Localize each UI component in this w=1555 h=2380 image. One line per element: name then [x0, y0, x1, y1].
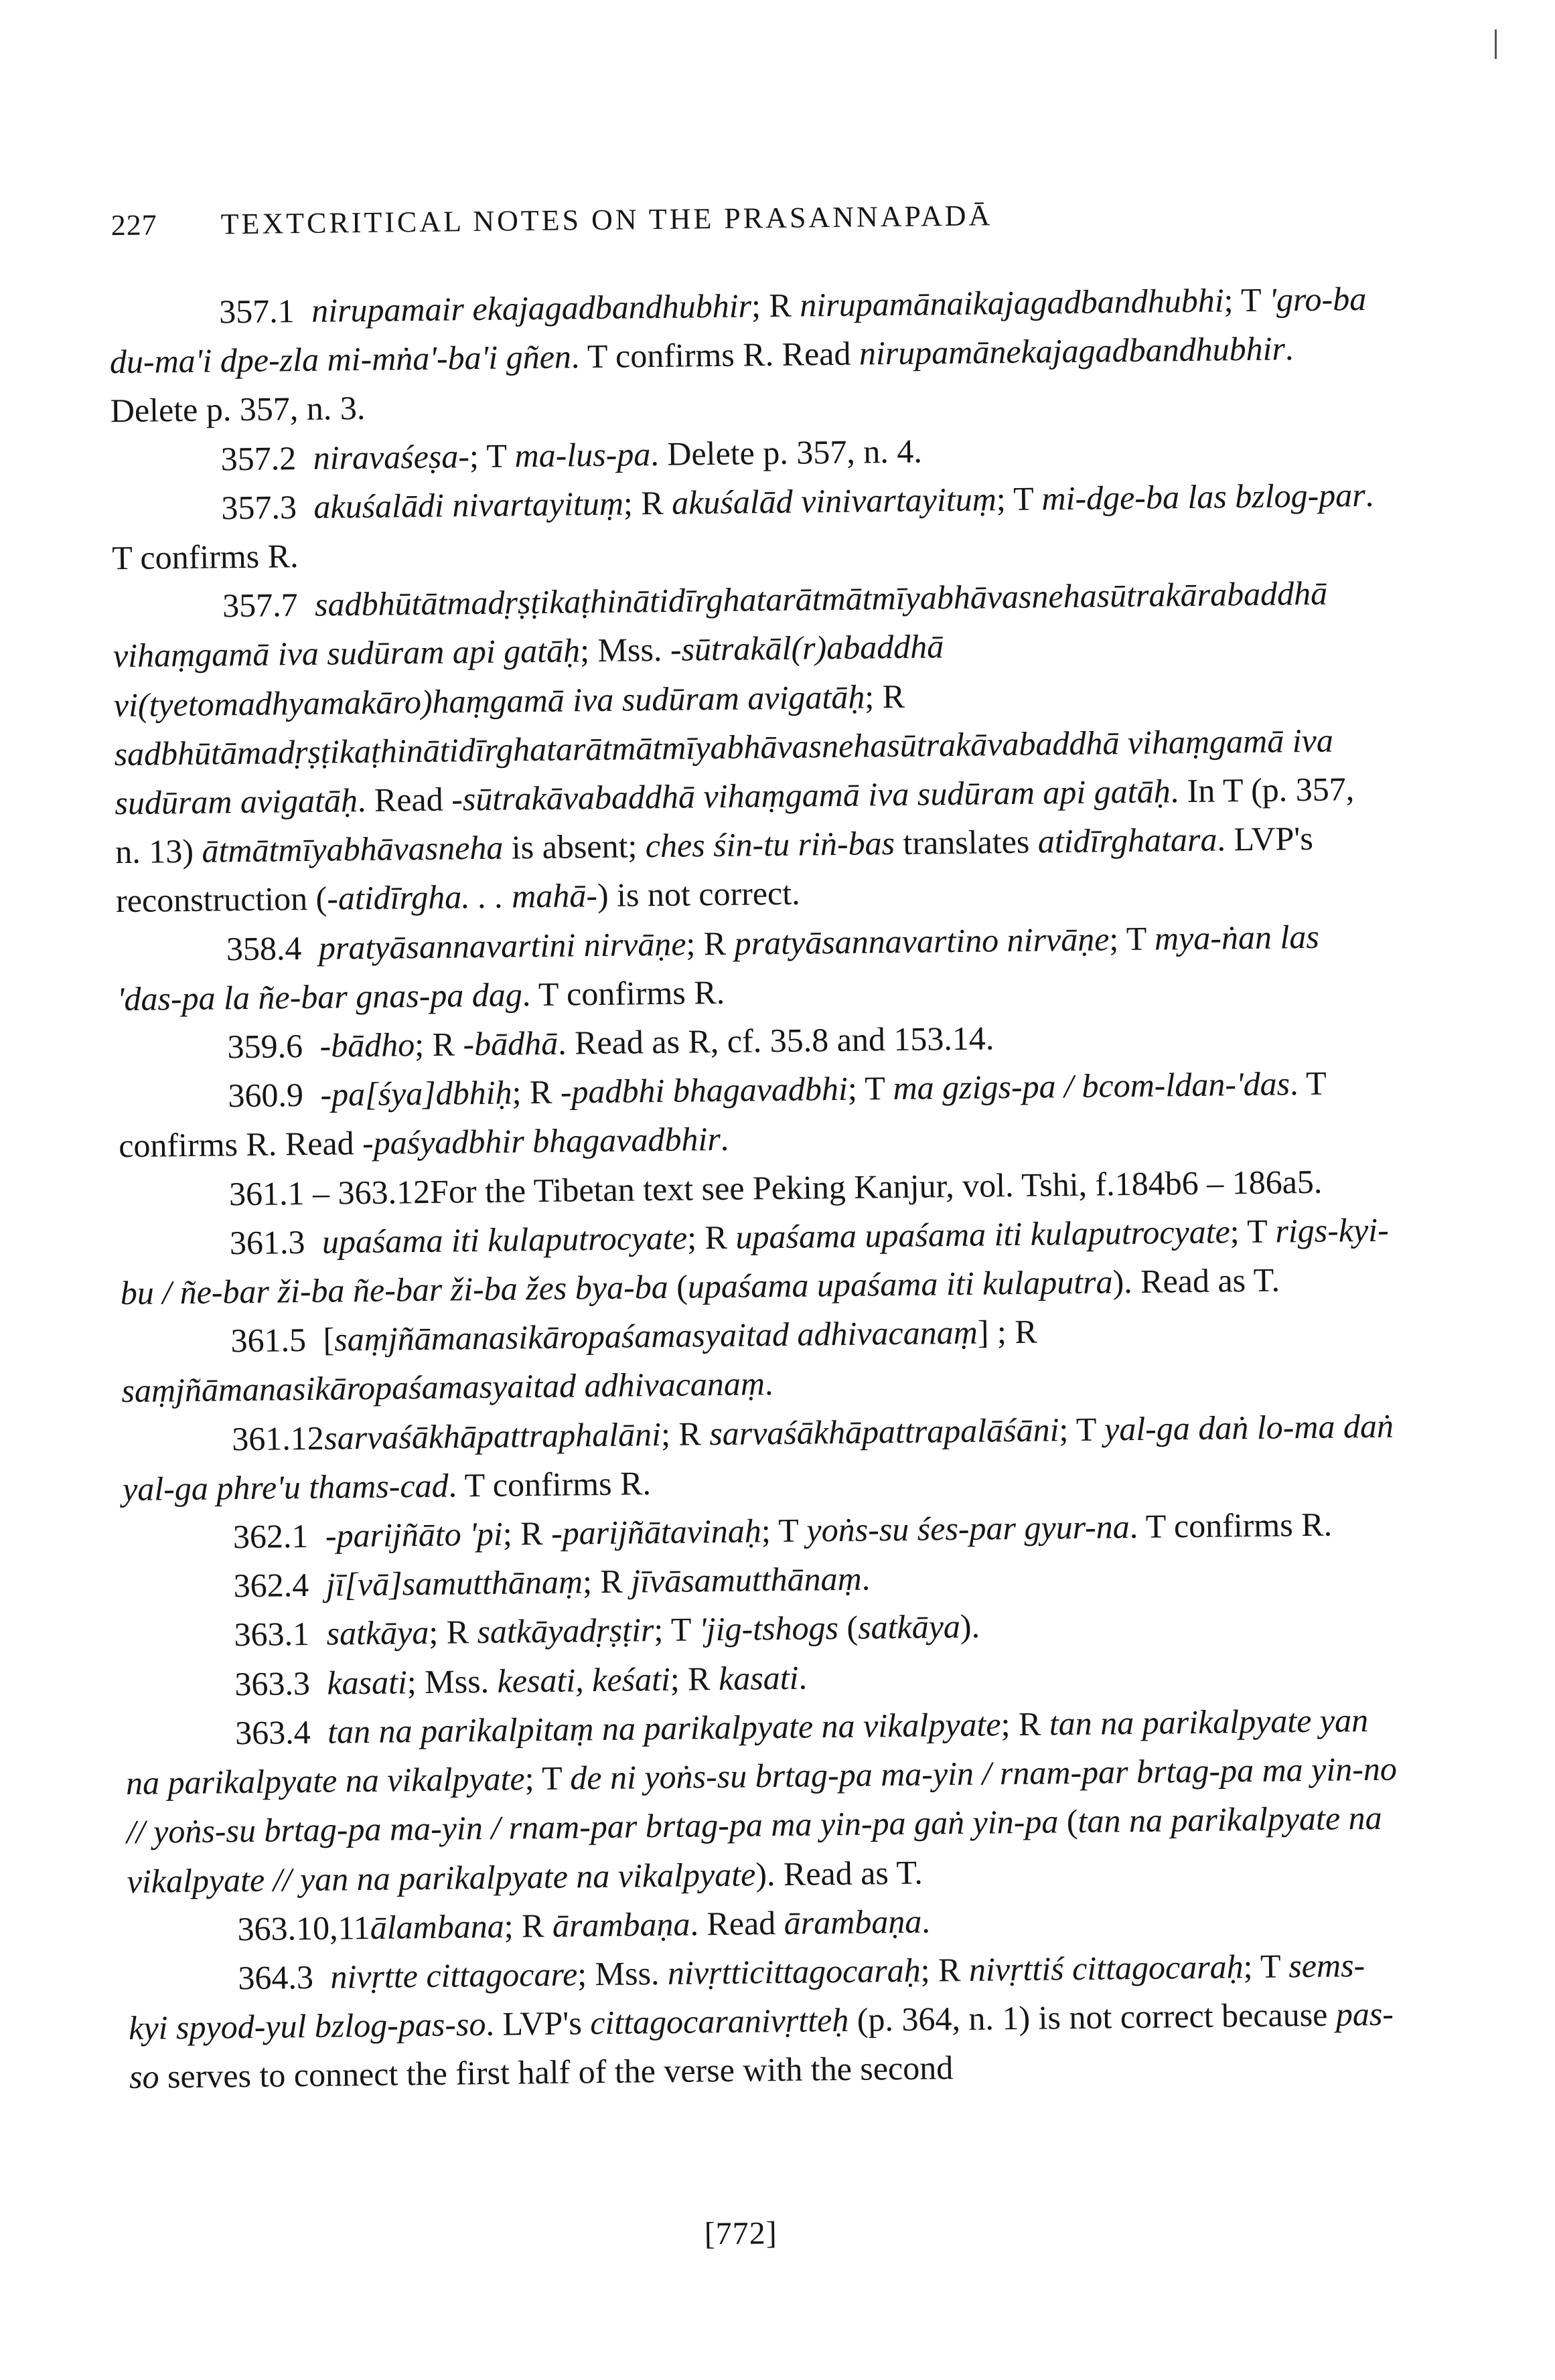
reading-italic: ārambaṇa [552, 1905, 690, 1944]
reading-italic: ches śin-tu riṅ-bas [645, 824, 895, 865]
reading-italic: tan na parikalpyate na vikalpyate // yan na parikalpyate na vikalpyate [127, 1799, 1382, 1900]
note-text: ; R [582, 1562, 632, 1601]
note-text: . T confirms R. Read [571, 334, 860, 376]
reading-italic: ārambaṇa [784, 1902, 922, 1941]
note-text: . [921, 1902, 931, 1940]
reading-italic: jīvāsamutthānaṃ [630, 1559, 863, 1600]
note-text: ( [668, 1267, 688, 1305]
note-reference: 361.5 [230, 1321, 307, 1360]
note-text: ) is not correct. [597, 874, 800, 915]
reading-italic: saṃjñāmanasikāropaśamasyaitad adhivacanaṃ [334, 1313, 978, 1358]
reading-italic: satkāya [857, 1607, 961, 1647]
note-entry [109, 274, 1383, 436]
running-header [110, 198, 992, 242]
note-entry [128, 1940, 1402, 2101]
note-text: ; T [847, 1069, 893, 1108]
note-entry [117, 911, 1390, 1024]
reading-italic: cittagocaranivṛtteḥ [589, 2000, 849, 2042]
reading-italic: kesati, keśati [497, 1660, 671, 1700]
reading-italic: sarvaśākhāpattrapalāśāni [709, 1410, 1059, 1452]
reading-italic: sarvaśākhāpattraphalāni [323, 1415, 662, 1457]
note-text: . Read as R, cf. 35.8 and 153.14. [557, 1019, 994, 1062]
reading-italic: upaśama iti kulaputrocyate [321, 1218, 688, 1261]
reading-italic: -parijñātavinaḥ [550, 1512, 762, 1552]
note-reference: 363.1 [234, 1615, 310, 1654]
note-text: . [861, 1559, 871, 1597]
reading-italic: yal-ga daṅ lo-ma daṅ yal-ga phre'u thams-cad [122, 1407, 1394, 1508]
reading-italic: pratyāsannavartino nirvāṇe [734, 919, 1110, 962]
note-text: ; R [512, 1073, 561, 1111]
reading-italic: yoṅs-su śes-par gyur-na [806, 1508, 1130, 1549]
note-reference: 359.6 [227, 1027, 303, 1066]
note-entry [121, 1303, 1394, 1416]
note-text: (p. 364, n. 1) is not correct because [848, 1995, 1337, 2039]
page-number: 227 [110, 208, 157, 242]
reading-italic: kasati [718, 1658, 799, 1697]
note-text: ; T [654, 1610, 700, 1649]
note-text: . Delete p. 357, n. 4. [650, 432, 923, 473]
reading-italic: atidīrghatara [1037, 820, 1217, 860]
note-text: . LVP's [486, 2004, 591, 2043]
note-text: translates [894, 822, 1039, 862]
note-text: ; R [686, 1218, 736, 1257]
reading-italic: nirupamair ekajagadbandhubhir [311, 287, 752, 329]
note-text: ; R [920, 1950, 970, 1989]
note-reference: 363.10,11 [237, 1908, 371, 1948]
note-text: ; R [864, 677, 905, 716]
note-reference: 357.3 [221, 487, 297, 527]
note-text: . Read [690, 1903, 785, 1943]
running-title: TEXTCRITICAL NOTES ON THE PRASANNAPADĀ [220, 199, 993, 241]
note-text: . LVP's reconstruction ( [115, 819, 1314, 920]
note-text: ; R [623, 483, 672, 522]
reading-italic: ātmātmīyabhāvasneha [202, 828, 504, 870]
reading-italic: nirupamānaikajagadbandhubhi [799, 281, 1224, 324]
note-text: ; T [1224, 281, 1270, 319]
note-text: ( [1058, 1802, 1078, 1840]
reading-italic: -atidīrgha. . . mahā- [326, 876, 598, 918]
note-entry [120, 1205, 1394, 1318]
reading-italic: upaśama upaśama iti kulaputrocyate [735, 1212, 1231, 1256]
note-text: . Delete p. 357, n. 3. [110, 329, 1294, 430]
note-reference: 363.4 [234, 1713, 311, 1752]
reading-italic: upaśama upaśama iti kulaputra [687, 1263, 1113, 1305]
reading-italic: pratyāsannavartini nirvāṇe [318, 925, 686, 967]
note-text: ( [838, 1609, 859, 1647]
reading-italic: 'jig-tshogs [698, 1609, 839, 1648]
note-text: ; T [469, 436, 515, 475]
reading-italic: -parijñāto 'pi [325, 1514, 504, 1555]
note-text: ; T [1059, 1410, 1105, 1448]
note-reference: 357.7 [222, 586, 298, 625]
note-entry [125, 1695, 1400, 1905]
note-text: ; Mss. [577, 1954, 668, 1993]
note-text: ; R [414, 1025, 463, 1064]
note-reference: 364.3 [238, 1958, 314, 1997]
note-text: ). [960, 1607, 980, 1646]
reading-italic: sadbhūtāmadṛṣṭikaṭhinātidīrghatarātmātmīyabhāvasnehasūtrakāvabaddhā vihaṃgamā iva sudūram avigatāḥ [114, 721, 1334, 822]
note-text: ; T [1230, 1212, 1276, 1251]
reading-italic: ālambana [370, 1907, 504, 1946]
reading-italic: pas-so [129, 1994, 1394, 2096]
note-text: ; T [996, 479, 1042, 518]
note-text: . In T (p. 357, n. 13) [115, 770, 1355, 871]
note-text: ; T [1109, 919, 1155, 957]
note-text: . T confirms R. Read [118, 1064, 1327, 1165]
reading-italic: saṃjñāmanasikāropaśamasyaitad adhivacanaṃ [121, 1364, 765, 1410]
note-text: . T confirms R. [448, 1464, 652, 1504]
reading-italic: rigs-kyi-bu / ñe-bar ži-ba ñe-bar ži-ba žes bya-ba [120, 1210, 1390, 1312]
reading-italic: mi-dge-ba las bzlog-par [1041, 475, 1365, 518]
note-reference: 360.9 [228, 1076, 304, 1115]
note-text: ; R [428, 1613, 477, 1652]
note-text: ; Mss. [406, 1662, 498, 1700]
reading-italic: jī[vā]samutthānaṃ [325, 1563, 583, 1603]
note-text: ; Mss. [579, 631, 671, 669]
note-text: ] ; R [977, 1312, 1037, 1351]
note-reference: 362.1 [232, 1517, 309, 1556]
reading-italic: satkāya [326, 1613, 429, 1653]
note-text: ). Read as T. [1112, 1261, 1280, 1301]
reading-italic: de ni yoṅs-su brtag-pa ma-yin / rnam-par brtag-pa ma yin-no // yoṅs-su brtag-pa ma-yin / rnam-par brtag-pa ma yin-pa gaṅ yin-pa [126, 1749, 1398, 1851]
note-entry [122, 1401, 1396, 1514]
note-reference: 358.4 [226, 929, 302, 967]
reading-italic: -padbhi bhagavadbhi [560, 1070, 848, 1111]
note-reference: 361.1 – 363.12 [228, 1172, 431, 1212]
note-text: . T confirms R. [111, 475, 1374, 577]
note-text: ; T [524, 1759, 571, 1798]
reading-italic: -sūtrakāvabaddhā vihaṃgamā iva sudūram api gatāḥ [451, 772, 1171, 818]
notes-body [109, 274, 1402, 2102]
reading-italic: -bādho [319, 1026, 415, 1064]
reading-italic: satkāyadṛṣṭir [477, 1611, 654, 1651]
reading-italic: ma-lus-pa [514, 434, 651, 474]
note-reference: 362.4 [233, 1566, 309, 1605]
note-text: ). Read as T. [755, 1853, 923, 1893]
reading-italic: -paśyadbhir bhagavadbhir [362, 1120, 721, 1162]
note-text: ; T [761, 1511, 807, 1550]
note-text: ; R [502, 1514, 552, 1553]
note-text: ; R [751, 286, 800, 325]
note-text: . T confirms R. [522, 973, 725, 1014]
reading-italic: akuśalād vinivartayituṃ [671, 480, 997, 522]
reading-italic: nivṛttiś cittagocaraḥ [968, 1948, 1244, 1988]
bracketed-page-number: [772] [704, 2215, 778, 2252]
note-text: ; T [1243, 1947, 1289, 1986]
reading-italic: -sūtrakāl(r)abaddhā vi(tyetomadhyamakāro)haṃgamā iva sudūram avigatāḥ [113, 627, 944, 724]
note-text: ; R [660, 1414, 710, 1453]
reading-italic: -pa[śya]dbhiḥ [320, 1073, 512, 1113]
reading-italic: 'gro-ba du-ma'i dpe-zla mi-mṅa'-ba'i gñen [109, 279, 1367, 381]
note-text: . [720, 1120, 729, 1158]
note-entry [111, 470, 1385, 582]
note-text: is absent; [503, 827, 646, 866]
note-text: serves to connect the first half of the verse with the second [159, 2049, 954, 2095]
note-reference: 363.3 [234, 1664, 311, 1702]
reading-italic: -bādhā [463, 1024, 559, 1063]
note-text: . T confirms R. [1129, 1505, 1333, 1546]
note-reference: 361.12 [231, 1419, 325, 1457]
reading-italic: kasati [327, 1663, 408, 1702]
note-text: [ [323, 1320, 335, 1358]
reading-italic: nivṛtte cittagocare [330, 1955, 578, 1996]
note-text: . Read [357, 780, 452, 819]
reading-italic: nivṛtticittagocaraḥ [667, 1951, 921, 1992]
note-text: . [798, 1658, 808, 1696]
reading-italic: nirupamānekajagadbandhubhir [859, 329, 1286, 372]
note-text: . [764, 1364, 773, 1403]
reading-italic: sems-kyi spyod-yul bzlog-pas-so [128, 1946, 1365, 2047]
note-text: For the Tibetan text see Peking Kanjur, vol. Tshi, f.184b6 – 186a5. [429, 1162, 1323, 1210]
note-text: ; R [504, 1906, 553, 1945]
reading-italic: ma gzigs-pa / bcom-ldan-'das [893, 1064, 1290, 1107]
reading-italic: niravaśeṣa- [313, 437, 470, 477]
note-text: ; R [670, 1659, 719, 1698]
note-entry [113, 568, 1389, 926]
note-reference: 361.3 [229, 1222, 305, 1262]
reading-italic: tan na parikalpyate yan na parikalpyate na vikalpyate [125, 1700, 1369, 1802]
reading-italic: mya-ṅan las 'das-pa la ñe-bar gnas-pa dag [117, 917, 1320, 1018]
reading-italic: akuśalādi nivartayituṃ [313, 484, 624, 526]
note-text: ; R [1001, 1704, 1050, 1743]
note-text: ; R [686, 924, 735, 963]
note-reference: 357.2 [220, 439, 297, 477]
note-reference: 357.1 [218, 292, 295, 331]
reading-italic: tan na parikalpitaṃ na parikalpyate na vikalpyate [327, 1705, 1001, 1751]
note-entry [118, 1058, 1392, 1171]
reading-italic: sadbhūtātmadṛṣṭikaṭhinātidīrghatarātmātmīyabhāvasnehasūtrakārabaddhā vihaṃgamā iva sudūram api gatāḥ [113, 574, 1328, 675]
